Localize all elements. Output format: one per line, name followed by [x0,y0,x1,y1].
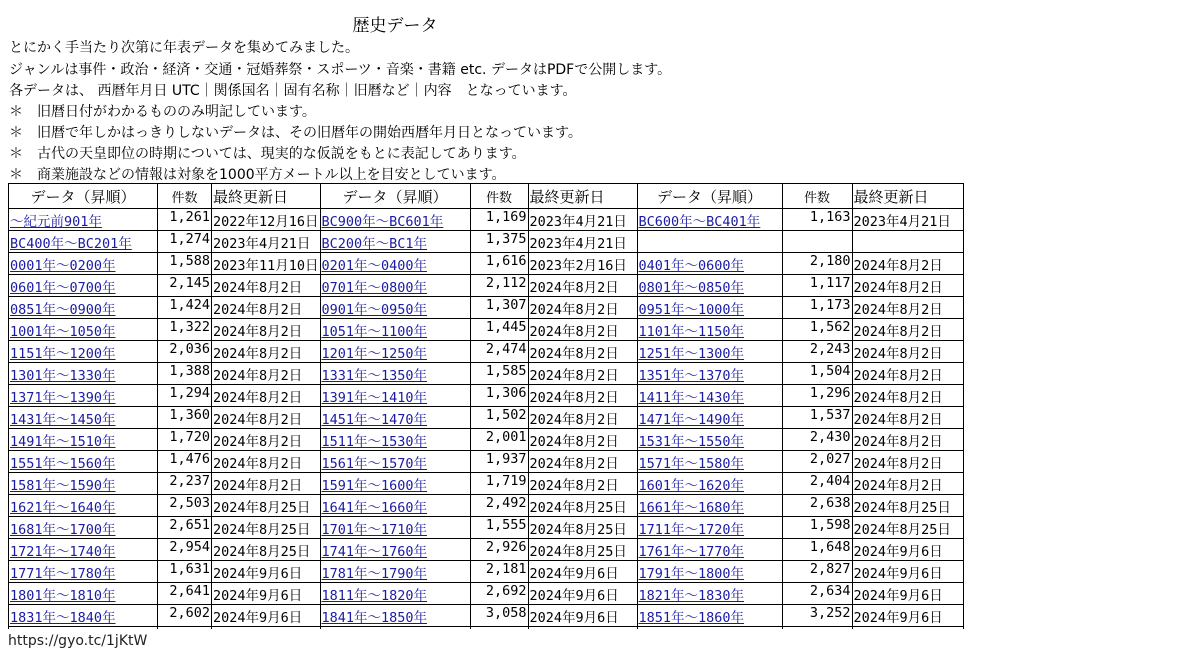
range-cell [320,275,470,297]
count-cell: 1,504 [782,363,852,385]
updated-date-cell: 2024年8月2日 [528,341,637,363]
range-link[interactable]: 1821年～1830年 [638,587,745,604]
updated-date-cell: 2024年8月2日 [212,275,321,297]
range-link[interactable]: 1711年～1720年 [638,521,745,538]
range-cell [320,363,470,385]
range-cell [320,253,470,275]
range-link[interactable]: 1491年～1510年 [10,433,116,450]
updated-date-cell: 2024年8月2日 [212,451,321,473]
range-link[interactable]: 0701年～0800年 [321,279,428,296]
range-link[interactable]: BC200年～BC1年 [321,235,428,252]
count-cell: 1,585 [470,363,528,385]
range-cell [637,561,782,583]
count-cell: 1,648 [782,539,852,561]
range-cell [320,297,470,319]
count-cell: 1,445 [470,319,528,341]
count-cell: 2,243 [782,341,852,363]
updated-date-cell: 2024年9月6日 [852,561,963,583]
updated-date-cell: 2024年8月2日 [212,429,321,451]
range-link[interactable]: 1391年～1410年 [321,389,428,406]
range-cell [9,583,158,605]
range-link[interactable]: 0001年～0200年 [10,257,116,274]
updated-date-cell: 2024年8月2日 [212,473,321,495]
count-cell: 1,163 [782,209,852,231]
updated-date-cell: 2024年9月6日 [528,583,637,605]
count-cell: 2,027 [782,451,852,473]
range-link[interactable]: 0901年～0950年 [321,301,428,318]
updated-date-cell: 2023年2月16日 [528,253,637,275]
updated-date-cell: 2024年8月2日 [528,451,637,473]
note-text: 旧暦日付がわかるもののみ明記しています。 [37,104,316,120]
count-cell: 1,616 [470,253,528,275]
range-cell [9,231,158,253]
range-cell [9,209,158,231]
range-link[interactable]: 1451年～1470年 [321,411,428,428]
range-cell [320,209,470,231]
range-link[interactable]: 1641年～1660年 [321,499,428,516]
range-cell [637,385,782,407]
range-cell [9,517,158,539]
updated-date-cell: 2024年8月25日 [212,495,321,517]
range-cell [320,517,470,539]
asterisk-icon: ＊ [9,104,23,120]
range-link[interactable]: 1251年～1300年 [638,345,745,362]
table-row [9,253,964,275]
updated-date-cell: 2024年8月25日 [852,495,963,517]
range-link[interactable]: 1301年～1330年 [10,367,116,384]
count-cell: 1,937 [470,451,528,473]
count-cell: 1,307 [470,297,528,319]
range-cell [9,385,158,407]
count-cell: 2,180 [782,253,852,275]
table-row [9,275,964,297]
updated-date-cell: 2024年8月2日 [528,275,637,297]
updated-date-cell: 2024年8月2日 [212,407,321,429]
count-cell: 2,145 [158,275,212,297]
count-cell: 1,360 [158,407,212,429]
count-cell: 1,537 [782,407,852,429]
table-row [9,561,964,583]
range-link[interactable]: 0801年～0850年 [638,279,745,296]
range-cell [637,231,782,253]
range-cell [9,363,158,385]
count-cell: 1,476 [158,451,212,473]
range-cell [637,539,782,561]
count-cell: 1,588 [158,253,212,275]
range-cell [637,583,782,605]
empty-cell [637,627,782,630]
range-cell [320,319,470,341]
updated-date-cell: 2024年8月2日 [852,253,963,275]
table-row [9,495,964,517]
updated-date-cell: 2024年8月2日 [852,407,963,429]
range-link[interactable]: 1721年～1740年 [10,543,116,560]
range-cell [637,319,782,341]
range-link[interactable]: 1351年～1370年 [638,367,745,384]
updated-date-cell [852,231,963,253]
range-cell [9,319,158,341]
count-cell: 2,036 [158,341,212,363]
range-cell [9,407,158,429]
range-link[interactable]: 1591年～1600年 [321,477,428,494]
count-cell: 2,430 [782,429,852,451]
count-cell: 1,322 [158,319,212,341]
header-count: 件数 [158,184,212,209]
table-row [9,363,964,385]
count-cell: 2,404 [782,473,852,495]
range-cell [320,583,470,605]
table-row [9,385,964,407]
range-cell [320,407,470,429]
range-cell [9,297,158,319]
updated-date-cell: 2024年9月6日 [212,583,321,605]
updated-date-cell: 2024年8月2日 [852,341,963,363]
updated-date-cell: 2024年9月6日 [528,605,637,627]
updated-date-cell: 2024年8月2日 [528,363,637,385]
range-link[interactable]: 1781年～1790年 [321,565,428,582]
table-row [9,231,964,253]
asterisk-icon: ＊ [9,167,23,183]
range-cell [9,429,158,451]
range-link[interactable]: 1581年～1590年 [10,477,116,494]
updated-date-cell: 2024年9月6日 [852,605,963,627]
updated-date-cell: 2024年8月2日 [852,451,963,473]
data-table [8,183,964,629]
updated-date-cell: 2024年8月2日 [528,297,637,319]
note [9,122,582,142]
updated-date-cell: 2022年12月16日 [212,209,321,231]
count-cell: 2,651 [158,517,212,539]
page-title: 歴史データ [352,16,438,36]
table-header-row [9,184,964,209]
range-link[interactable]: 1511年～1530年 [321,433,428,450]
range-link[interactable]: BC600年～BC401年 [638,213,761,230]
range-link[interactable]: 1811年～1820年 [321,587,428,604]
updated-date-cell: 2024年8月2日 [528,429,637,451]
range-link[interactable]: 0401年～0600年 [638,257,745,274]
updated-date-cell: 2023年4月21日 [852,209,963,231]
count-cell: 2,692 [470,583,528,605]
range-cell [9,275,158,297]
count-cell: 1,375 [470,231,528,253]
range-cell [637,605,782,627]
table-row [9,539,964,561]
count-cell [782,231,852,253]
count-cell: 2,827 [782,561,852,583]
range-link[interactable]: 1151年～1200年 [10,345,116,362]
range-cell [9,561,158,583]
count-cell: 1,306 [470,385,528,407]
count-cell: 2,503 [158,495,212,517]
range-cell [320,341,470,363]
table-row-partial [9,627,964,630]
range-link[interactable]: 1681年～1700年 [10,521,116,538]
header-data: データ（昇順） [637,184,782,209]
range-cell [637,363,782,385]
range-link[interactable]: 1801年～1810年 [10,587,116,604]
updated-date-cell: 2024年8月2日 [852,319,963,341]
count-cell: 1,296 [782,385,852,407]
count-cell: 1,173 [782,297,852,319]
updated-date-cell: 2024年8月2日 [852,275,963,297]
count-cell: 2,638 [782,495,852,517]
range-link[interactable]: 1761年～1770年 [638,543,745,560]
count-cell: 2,641 [158,583,212,605]
range-cell [320,473,470,495]
range-link[interactable]: 1831年～1840年 [10,609,116,626]
range-cell [637,209,782,231]
empty-cell [470,627,528,630]
count-cell: 1,294 [158,385,212,407]
range-cell [9,539,158,561]
range-link[interactable]: ～紀元前901年 [10,213,102,230]
updated-date-cell: 2024年9月6日 [212,561,321,583]
updated-date-cell: 2024年8月2日 [852,429,963,451]
table-row [9,209,964,231]
updated-date-cell: 2024年8月2日 [212,385,321,407]
count-cell: 2,474 [470,341,528,363]
updated-date-cell: 2024年8月2日 [212,297,321,319]
range-cell [9,605,158,627]
range-link[interactable]: 1001年～1050年 [10,323,116,340]
empty-cell [528,627,637,630]
footer-url: https://gyo.tc/1jKtW [8,633,148,649]
range-cell [637,473,782,495]
range-link[interactable]: 1201年～1250年 [321,345,428,362]
range-cell [637,275,782,297]
range-cell [320,385,470,407]
updated-date-cell: 2024年8月2日 [212,319,321,341]
count-cell: 2,926 [470,539,528,561]
updated-date-cell: 2024年8月2日 [852,363,963,385]
header-updated: 最終更新日 [212,184,321,209]
updated-date-cell: 2024年8月2日 [528,407,637,429]
asterisk-icon: ＊ [9,146,23,162]
intro-line: ジャンルは事件・政治・経済・交通・冠婚葬祭・スポーツ・音楽・書籍 etc. データはPDFで公開します。 [9,62,672,78]
table-row [9,429,964,451]
range-link[interactable]: 0951年～1000年 [638,301,745,318]
note-text: 古代の天皇即位の時期については、現実的な仮説をもとに表記してあります。 [37,146,526,162]
intro-line: 各データは、 西暦年月日 UTC｜関係国名｜固有名称｜旧暦など｜内容 となっています。 [9,83,577,99]
count-cell: 1,117 [782,275,852,297]
count-cell: 1,169 [470,209,528,231]
range-link[interactable]: 1601年～1620年 [638,477,745,494]
count-cell: 1,720 [158,429,212,451]
range-cell [637,429,782,451]
range-link[interactable]: BC900年～BC601年 [321,213,444,230]
note [9,143,526,163]
intro-line: とにかく手当たり次第に年表データを集めてみました。 [9,40,359,56]
table-row [9,407,964,429]
note-text: 旧暦で年しかはっきりしないデータは、その旧暦年の開始西暦年月日となっています。 [37,125,582,141]
range-link[interactable]: 1411年～1430年 [638,389,745,406]
data-table-container[interactable] [8,183,964,629]
range-link[interactable]: 1771年～1780年 [10,565,116,582]
table-row [9,451,964,473]
range-link[interactable]: BC400年～BC201年 [10,235,132,252]
count-cell: 1,424 [158,297,212,319]
range-cell [9,253,158,275]
range-cell [637,517,782,539]
count-cell: 1,719 [470,473,528,495]
range-link[interactable]: 1431年～1450年 [10,411,116,428]
count-cell: 2,602 [158,605,212,627]
range-link[interactable]: 1331年～1350年 [321,367,428,384]
count-cell: 1,274 [158,231,212,253]
range-link[interactable]: 1661年～1680年 [638,499,745,516]
range-link[interactable]: 1551年～1560年 [10,455,116,472]
updated-date-cell: 2024年8月2日 [528,473,637,495]
range-link[interactable]: 1741年～1760年 [321,543,428,560]
table-row [9,517,964,539]
range-cell [320,429,470,451]
updated-date-cell: 2024年9月6日 [852,583,963,605]
range-cell [320,231,470,253]
count-cell: 1,598 [782,517,852,539]
empty-cell [212,627,321,630]
updated-date-cell: 2023年4月21日 [528,209,637,231]
empty-cell [852,627,963,630]
range-link[interactable]: 1371年～1390年 [10,389,116,406]
table-row [9,605,964,627]
count-cell: 1,261 [158,209,212,231]
range-cell [637,341,782,363]
header-updated: 最終更新日 [528,184,637,209]
range-cell [9,451,158,473]
range-cell [9,495,158,517]
range-link[interactable]: 1531年～1550年 [638,433,745,450]
range-cell [637,495,782,517]
header-updated: 最終更新日 [852,184,963,209]
table-row [9,583,964,605]
updated-date-cell: 2024年8月2日 [852,297,963,319]
count-cell: 2,634 [782,583,852,605]
table-row [9,319,964,341]
table-row [9,297,964,319]
updated-date-cell: 2024年8月25日 [212,517,321,539]
range-cell [320,539,470,561]
count-cell: 2,181 [470,561,528,583]
count-cell: 2,001 [470,429,528,451]
range-link[interactable]: 1101年～1150年 [638,323,745,340]
range-cell [9,473,158,495]
header-count: 件数 [470,184,528,209]
updated-date-cell: 2024年8月25日 [528,495,637,517]
empty-cell [320,627,470,630]
count-cell: 1,562 [782,319,852,341]
range-link[interactable]: 1791年～1800年 [638,565,745,582]
range-link[interactable]: 1051年～1100年 [321,323,428,340]
updated-date-cell: 2024年9月6日 [212,605,321,627]
updated-date-cell: 2023年11月10日 [212,253,321,275]
count-cell: 2,237 [158,473,212,495]
count-cell: 1,555 [470,517,528,539]
asterisk-icon: ＊ [9,125,23,141]
range-cell [320,495,470,517]
header-count: 件数 [782,184,852,209]
updated-date-cell: 2024年8月25日 [528,517,637,539]
range-cell [9,341,158,363]
updated-date-cell: 2024年8月2日 [528,319,637,341]
count-cell: 2,954 [158,539,212,561]
range-link[interactable]: 1851年～1860年 [638,609,745,626]
count-cell: 2,492 [470,495,528,517]
updated-date-cell: 2024年8月2日 [528,385,637,407]
range-cell [320,561,470,583]
range-link[interactable]: 1841年～1850年 [321,609,428,626]
range-link[interactable]: 1571年～1580年 [638,455,745,472]
updated-date-cell: 2024年9月6日 [852,539,963,561]
updated-date-cell: 2024年8月2日 [212,341,321,363]
table-row [9,341,964,363]
range-cell [637,407,782,429]
range-link[interactable]: 1701年～1710年 [321,521,428,538]
count-cell: 1,631 [158,561,212,583]
empty-cell [782,627,852,630]
empty-cell [158,627,212,630]
header-data: データ（昇順） [320,184,470,209]
table-row [9,473,964,495]
updated-date-cell: 2024年8月2日 [852,473,963,495]
range-cell [637,451,782,473]
range-cell [637,253,782,275]
updated-date-cell: 2024年9月6日 [528,561,637,583]
range-cell [320,451,470,473]
note-text: 商業施設などの情報は対象を1000平方メートル以上を目安としています。 [37,167,506,183]
updated-date-cell: 2023年4月21日 [528,231,637,253]
note [9,164,506,184]
range-link[interactable]: 1621年～1640年 [10,499,116,516]
range-link[interactable]: 0601年～0700年 [10,279,116,296]
range-link[interactable]: 1471年～1490年 [638,411,745,428]
count-cell: 1,388 [158,363,212,385]
updated-date-cell: 2024年8月25日 [212,539,321,561]
range-link[interactable]: 0851年～0900年 [10,301,116,318]
note [9,101,316,121]
range-cell [320,605,470,627]
updated-date-cell: 2023年4月21日 [212,231,321,253]
count-cell: 1,502 [470,407,528,429]
count-cell: 2,112 [470,275,528,297]
updated-date-cell: 2024年8月2日 [212,363,321,385]
count-cell: 3,252 [782,605,852,627]
range-cell [637,297,782,319]
updated-date-cell: 2024年8月25日 [528,539,637,561]
count-cell: 3,058 [470,605,528,627]
header-data: データ（昇順） [9,184,158,209]
range-link[interactable]: 1561年～1570年 [321,455,428,472]
updated-date-cell: 2024年8月25日 [852,517,963,539]
updated-date-cell: 2024年8月2日 [852,385,963,407]
range-link[interactable]: 0201年～0400年 [321,257,428,274]
empty-cell [9,627,158,630]
